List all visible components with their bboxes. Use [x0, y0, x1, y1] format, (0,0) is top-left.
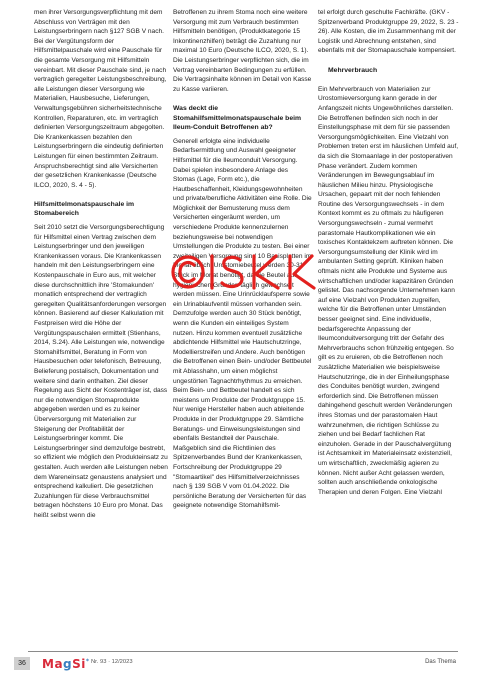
section-heading: Mehrverbrauch: [328, 66, 378, 74]
paragraph: Seit 2010 setzt die Versorgungsberechtigung für Hilfsmittel einen Vertrag zwischen dem Leistungserbringer und den jeweiligen Krankenkassen voraus. Die Krankenkassen handeln mit den Leistungserbringern eine Kostenpauschale in Euro aus, mit welcher diese durchschnittlich ihre 'Stomakunden' monatlich entsprechend der vertraglich geregelten Qualitätsanforderungen versorgen können. Basierend auf dieser Kalkulation mit Festpreisen wird die Höhe der Vergütungspauschalen ermittelt (Stienhans, 2014, S.24). Alle Leistungen wie, notwendige Stomahilfsmittel, Beratung in Form von Hausbesuchen oder telefonisch, Betreuung, Belieferung postalisch, Dokumentation und weitere sind darin enthalten. Ziel dieser Regelung aus Sicht der Kostenträger ist, dass nur die notwendigen Stomaprodukte abgegeben werden und es zu keiner Überversorgung mit Materialien zur Steigerung der Profitabilität der Leistungserbringer kommt. Die Leistungserbringer sind demzufolge bestrebt, so effizient wie möglich den Produkteinsatz zu gestalten. Auch werden alle Leistungen neben dem Wareneinsatz genaustens analysiert und entsprechend kalkuliert. Die gesetzlichen Zuzahlungen für diese Verbrauchsmittel betragen höchstens 10 Euro pro Monat. Das heißt selbst wenn die: [34, 224, 168, 519]
text-column-middle: [173, 8, 312, 630]
paragraph: tel erfolgt durch geschulte Fachkräfte. (GKV - Spitzenverband Produktgruppe 29, 2022, S. 23 - 26). Alle Kosten, die im Zusammenhang mit der Logistik und Abrechnung entstehen, sind ebenfalls mit der Stomapauschale kompensiert.: [318, 9, 459, 55]
section-heading: Was deckt die Stomahilfsmittelmonatspauschale beim Ileum-Conduit Betroffenen ab?: [173, 104, 302, 132]
footer-divider: [28, 651, 458, 652]
paragraph: Betroffenen zu ihrem Stoma noch eine weitere Versorgung mit zum Verbrauch bestimmten Hilfsmitteln benötigen, (Produktkategorie 15 Inkontinenzhilfen) beträgt die Zuzahlung nur maximal 10 Euro (Deutsche ILCO, 2020, S. 1). Die Leistungserbringer verpflichten sich, die im Vertrag vereinbarten Bedingungen zu erfüllen. Die Vertragsinhalte können im Detail von Kasse zu Kasse variieren.: [173, 9, 312, 93]
section-label: Das Thema: [425, 659, 456, 665]
page-number: 36: [14, 657, 30, 670]
text-column-right: [318, 8, 459, 630]
magazine-logo: MagSi*: [42, 657, 90, 671]
text-column-left: [34, 8, 169, 636]
paragraph: Generell erfolgte eine individuelle Bedarfsermittlung und Auswahl geeigneter Hilfsmittel für die Ileumconduit Versorgung. Dabei spielen insbesondere Anlage des Stomas (Lage, Form etc.), die Hautbeschaffenheit, Kleidungsgewohnheiten und private/berufliche Aktivitäten eine Rolle. Die Möglichkeit der Bemusterung muss dem Versicherten eingeräumt werden, um verschiedene Produkte kennenzulernen beziehungsweise bei notwendigen Umstellungen die Produkte zu testen. Bei einer zweiteiligen Versorgung sind 10 Basisplatten im Monat üblich. Urostomiebeutel werden 30-31 Stück im Monat benötigt, da die Beutel aus hygienischen Gründen täglich gewechselt werden müssen. Eine Urinrücklaufsperre sowie ein Urinablaufventil müssen vorhanden sein. Demzufolge werden auch 30 Stück benötigt, wenn die Kunden ein einteiliges System nutzen. Hinzu kommen eventuell zusätzliche abdichtende Hilfsmittel wie Hautschutzringe, Modellierstreifen und Andere. Auch benötigen die Betroffenen einen Bein- und/oder Bettbeutel mit Ablasshahn, um einen möglichst ungestörten Tagnachtrhythmus zu erreichen. Beim Bein- und Bettbeutel handelt es sich meistens um Produkte der Produktgruppe 15. Nur wenige Hersteller haben auch ableitende Produkte in der Produktgruppe 29. Sämtliche Beratungs- und Einweisungsleistungen sind ebenfalls Bestandteil der Pauschale. Maßgeblich sind die Richtlinien des Spitzenverbandes Bund der Krankenkassen, Fortschreibung der Produktgruppe 29 "Stomaartikel" des Hilfsmittelverzeichnisses nach § 139 SGB V vom 01.04.2022. Die persönliche Beratung der Versicherten für das geeignete notwendige Stomahilfsmit-: [173, 137, 312, 510]
page-footer: [0, 651, 480, 679]
issue-label: Nr. 93 · 12/2023: [91, 659, 133, 665]
paragraph: men ihrer Versorgungsverpflichtung mit dem Abschluss von Verträgen mit den Leistungserbringern nach §127 SGB V nach. Bei der Vergütungsform der Hilfsmittelpauschale wird eine Pauschale für die gesamte Versorgung mit Hilfsmitteln vereinbart. Mit dieser Pauschale sind, je nach vertraglich geregelter Leistungsbeschreibung, alle Leistungen dieser Versorgung wie Materialien, Hausbesuche, Lieferungen, Verwaltungsgebühren sicherheitstechnische Kontrollen, Reparaturen, etc. im vertraglich definierten Versorgungszeitraum abgegolten. Die Krankenkassen bezahlen den Leistungserbringern die eindeutig definierten Leistungen für einen bestimmten Zeitraum. Anspruchsberechtigt sind alle Versicherten der gesetzlichen Krankenkasse (Deutsche ILCO, 2020, S. 4 - 5).: [34, 9, 167, 189]
paragraph: Ein Mehrverbrauch von Materialien zur Urostomieversorgung kann gerade in der Anfangszeit nichts Ungewöhnliches darstellen. Die Betroffenen befinden sich noch in der Einstellungsphase mit dem für sie passenden Versorgungsmöglichkeiten. Eine Vielzahl von Problemen treten erst im häuslichen Umfeld auf, da sich die Stomaanlage in der postoperativen Phase verändert. Zudem kommen Veränderungen im Bewegungsablauf im häuslichen Milieu hinzu. Physiologische Ursachen, gepaart mit der noch fehlenden Routine des Versorgungswechsels - in dem Kontext kommt es zu oftmals zu häufigeren Versorgungswechseln - zumal vermehrt parastomale Hautkomplikationen wie ein toxisches Kontaktekzem auftreten können. Die Versorgungsumstellung der Klinik wird im ambulanten Setting geprüft. Kliniken haben oftmals nicht alle Produkte und Systeme aus wirtschaftlichen und/oder kapazitären Gründen gelistet. Das nachsorgende Unternehmen kann auf eine Vielzahl von Produkten zugreifen, welche für die Betroffenen unter Umständen besser geeignet sind. Eine individuelle, bedarfsgerechte Anpassung der Ileumconduitversorgung tritt der Gefahr des Mehrverbrauchs schon frühzeitig entgegen. So gilt es zu eruieren, ob die Betroffenen noch zusätzliche Materialien wie beispielsweise Hautschutzringe, die in der Einheilungsphase des Conduites benötigt wurden, zwingend erforderlich sind. Die Betroffenen müssen dahingehend geschult werden Veränderungen ihres Stomas und der parastomalen Haut wahrzunehmen, die richtigen Schlüsse zu ziehen und bei Bedarf fachlichen Rat einzuholen. Gerade in der Pauschalvergütung ist Achtsamkeit im Materialeinsatz existenziell, um wirtschaftlich, zweckmäßig agieren zu können. Nicht außer Acht gelassen werden, sollten auch anschließende onkologische Therapien und deren Folgen. Eine Vielzahl: [318, 85, 459, 496]
section-heading: Hilfsmittelmonatspauschale im Stomabereich: [34, 200, 135, 218]
